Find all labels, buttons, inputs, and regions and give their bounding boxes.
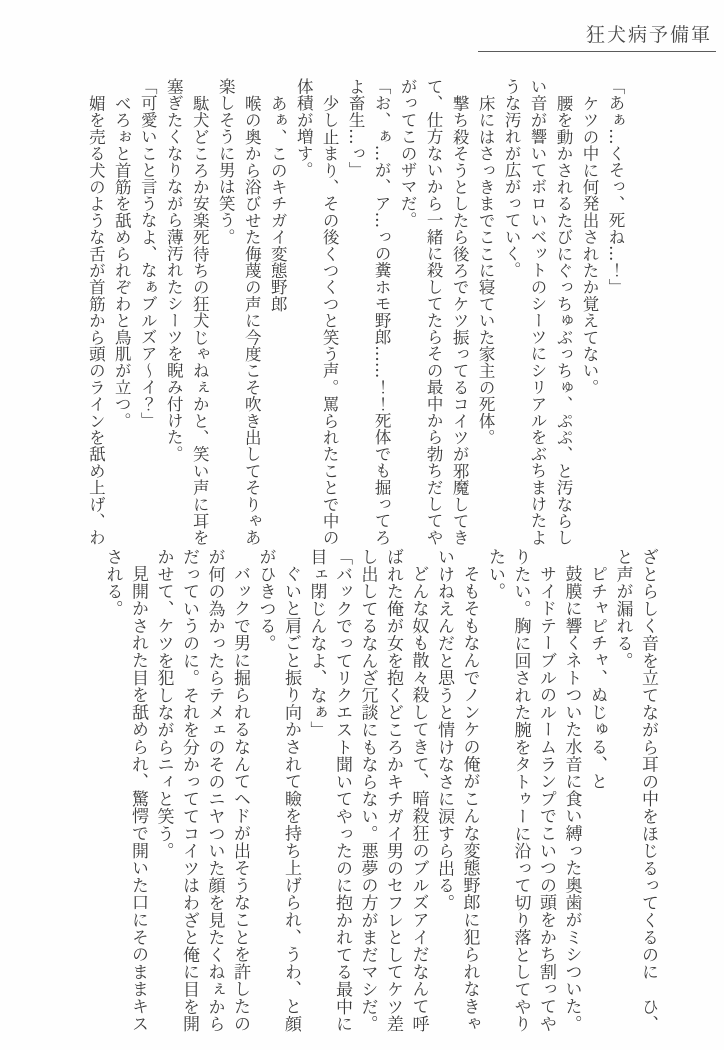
paragraph: 撃ち殺そうとしたら後ろでケツ振ってるコイツが邪魔してきて、仕方ないから一緒に殺してたらその最中から勃ちだしてやがってこのザマだ。 xyxy=(398,78,470,546)
paragraph: 少し止まり、その後くつくつと笑う声。罵られたことで中の体積が増す。 xyxy=(294,78,340,546)
paragraph: ピチャピチャ、ぬじゅる、と xyxy=(587,565,607,790)
paragraph: 媚を売る犬のような舌が首筋から頭のラインを舐め上げ、わ xyxy=(86,94,106,546)
paragraph: 「可愛いこと言うなよ、なぁブルズア～イ？」 xyxy=(138,78,158,429)
paragraph: 腰を動かされるたびにぐっちゅぶっちゅ、ぷぷ、と汚ならしい音が響いてボロいベットのシーツにシリアルをぶちまけたような汚れが広がっていく。 xyxy=(502,78,574,546)
paragraph: どんな奴も散々殺してきて、暗殺狂のブルズアイだなんて呼ばれた俺が女を抱くどころかキチガイ男のセフレとしてケツ差し出してるなんざ冗談にもならない。悪夢の方がまだマシだ。 xyxy=(357,548,429,1033)
paragraph: あぁ、このキチガイ変態野郎 xyxy=(268,94,288,312)
paragraph: そもそもなんでノンケの俺がこんな変態野郎に犯られなきゃいけねえんだと思うと情けなさに涙すら出る。 xyxy=(434,548,480,1033)
text-block-bottom xyxy=(92,548,660,1036)
paragraph: ざとらしく音を立てながら耳の中をほじるってくるのに ひ、と声が漏れる。 xyxy=(612,548,658,1033)
paragraph: 「あぁ…くそっ、死ね…！」 xyxy=(606,78,625,296)
paragraph: ケツの中に何発出されたか覚えてない。 xyxy=(580,94,600,396)
paragraph: 喉の奥から浴びせた侮蔑の声に今度こそ吹き出してそりゃあ楽しそうに男は笑う。 xyxy=(216,78,262,546)
paragraph: ぐいと肩ごと振り向かされて瞼を持ち上げられ、うわ、と顔がひきつる。 xyxy=(255,548,301,1033)
page-title: 狂犬病予備軍 xyxy=(585,24,712,46)
paragraph: 鼓膜に響くネトついた水音に食い縛った奥歯がミシついた。 xyxy=(561,565,582,1033)
paragraph: バックで男に掘られるなんてヘドが出そうなことを許したのが何の為かったらテメェのそのニヤついた顔を見たくねぇからだっていうのに。それを分かっててコイツはわざと俺に目を開かせて、ケツを犯しながらニィと笑う。 xyxy=(153,548,250,1033)
text-block-top xyxy=(72,78,628,548)
header-rule xyxy=(478,51,716,52)
page-header xyxy=(476,20,716,52)
paragraph: べろぉと首筋を舐められぞわと鳥肌が立つ。 xyxy=(112,94,132,429)
paragraph: 「お、ぁ…が、ア…っの糞ホモ野郎……！！死体でも掘ってろよ畜生…っ」 xyxy=(346,78,392,546)
paragraph: 「バックでってリクエスト聞いてやったのに抱かれてる最中に目ェ閉じんなよ、なぁ」 xyxy=(306,548,352,1033)
paragraph: 床にはさっきまでここに寝ていた家主の死体。 xyxy=(476,94,496,446)
paragraph: 見開かされた目を舐められ、驚愕で開いた口にそのままキスされる。 xyxy=(102,548,148,1033)
paragraph: サイドテーブルのルームランプでこいつの頭をかち割ってやりたい。胸に回された腕をタトゥーに沿って切り落としてやりたい。 xyxy=(485,548,556,1033)
paragraph: 駄犬どころか安楽死待ちの狂犬じゃねぇかと、笑い声に耳を塞ぎたくなりながら薄汚れたシーツを睨み付けた。 xyxy=(164,78,210,546)
